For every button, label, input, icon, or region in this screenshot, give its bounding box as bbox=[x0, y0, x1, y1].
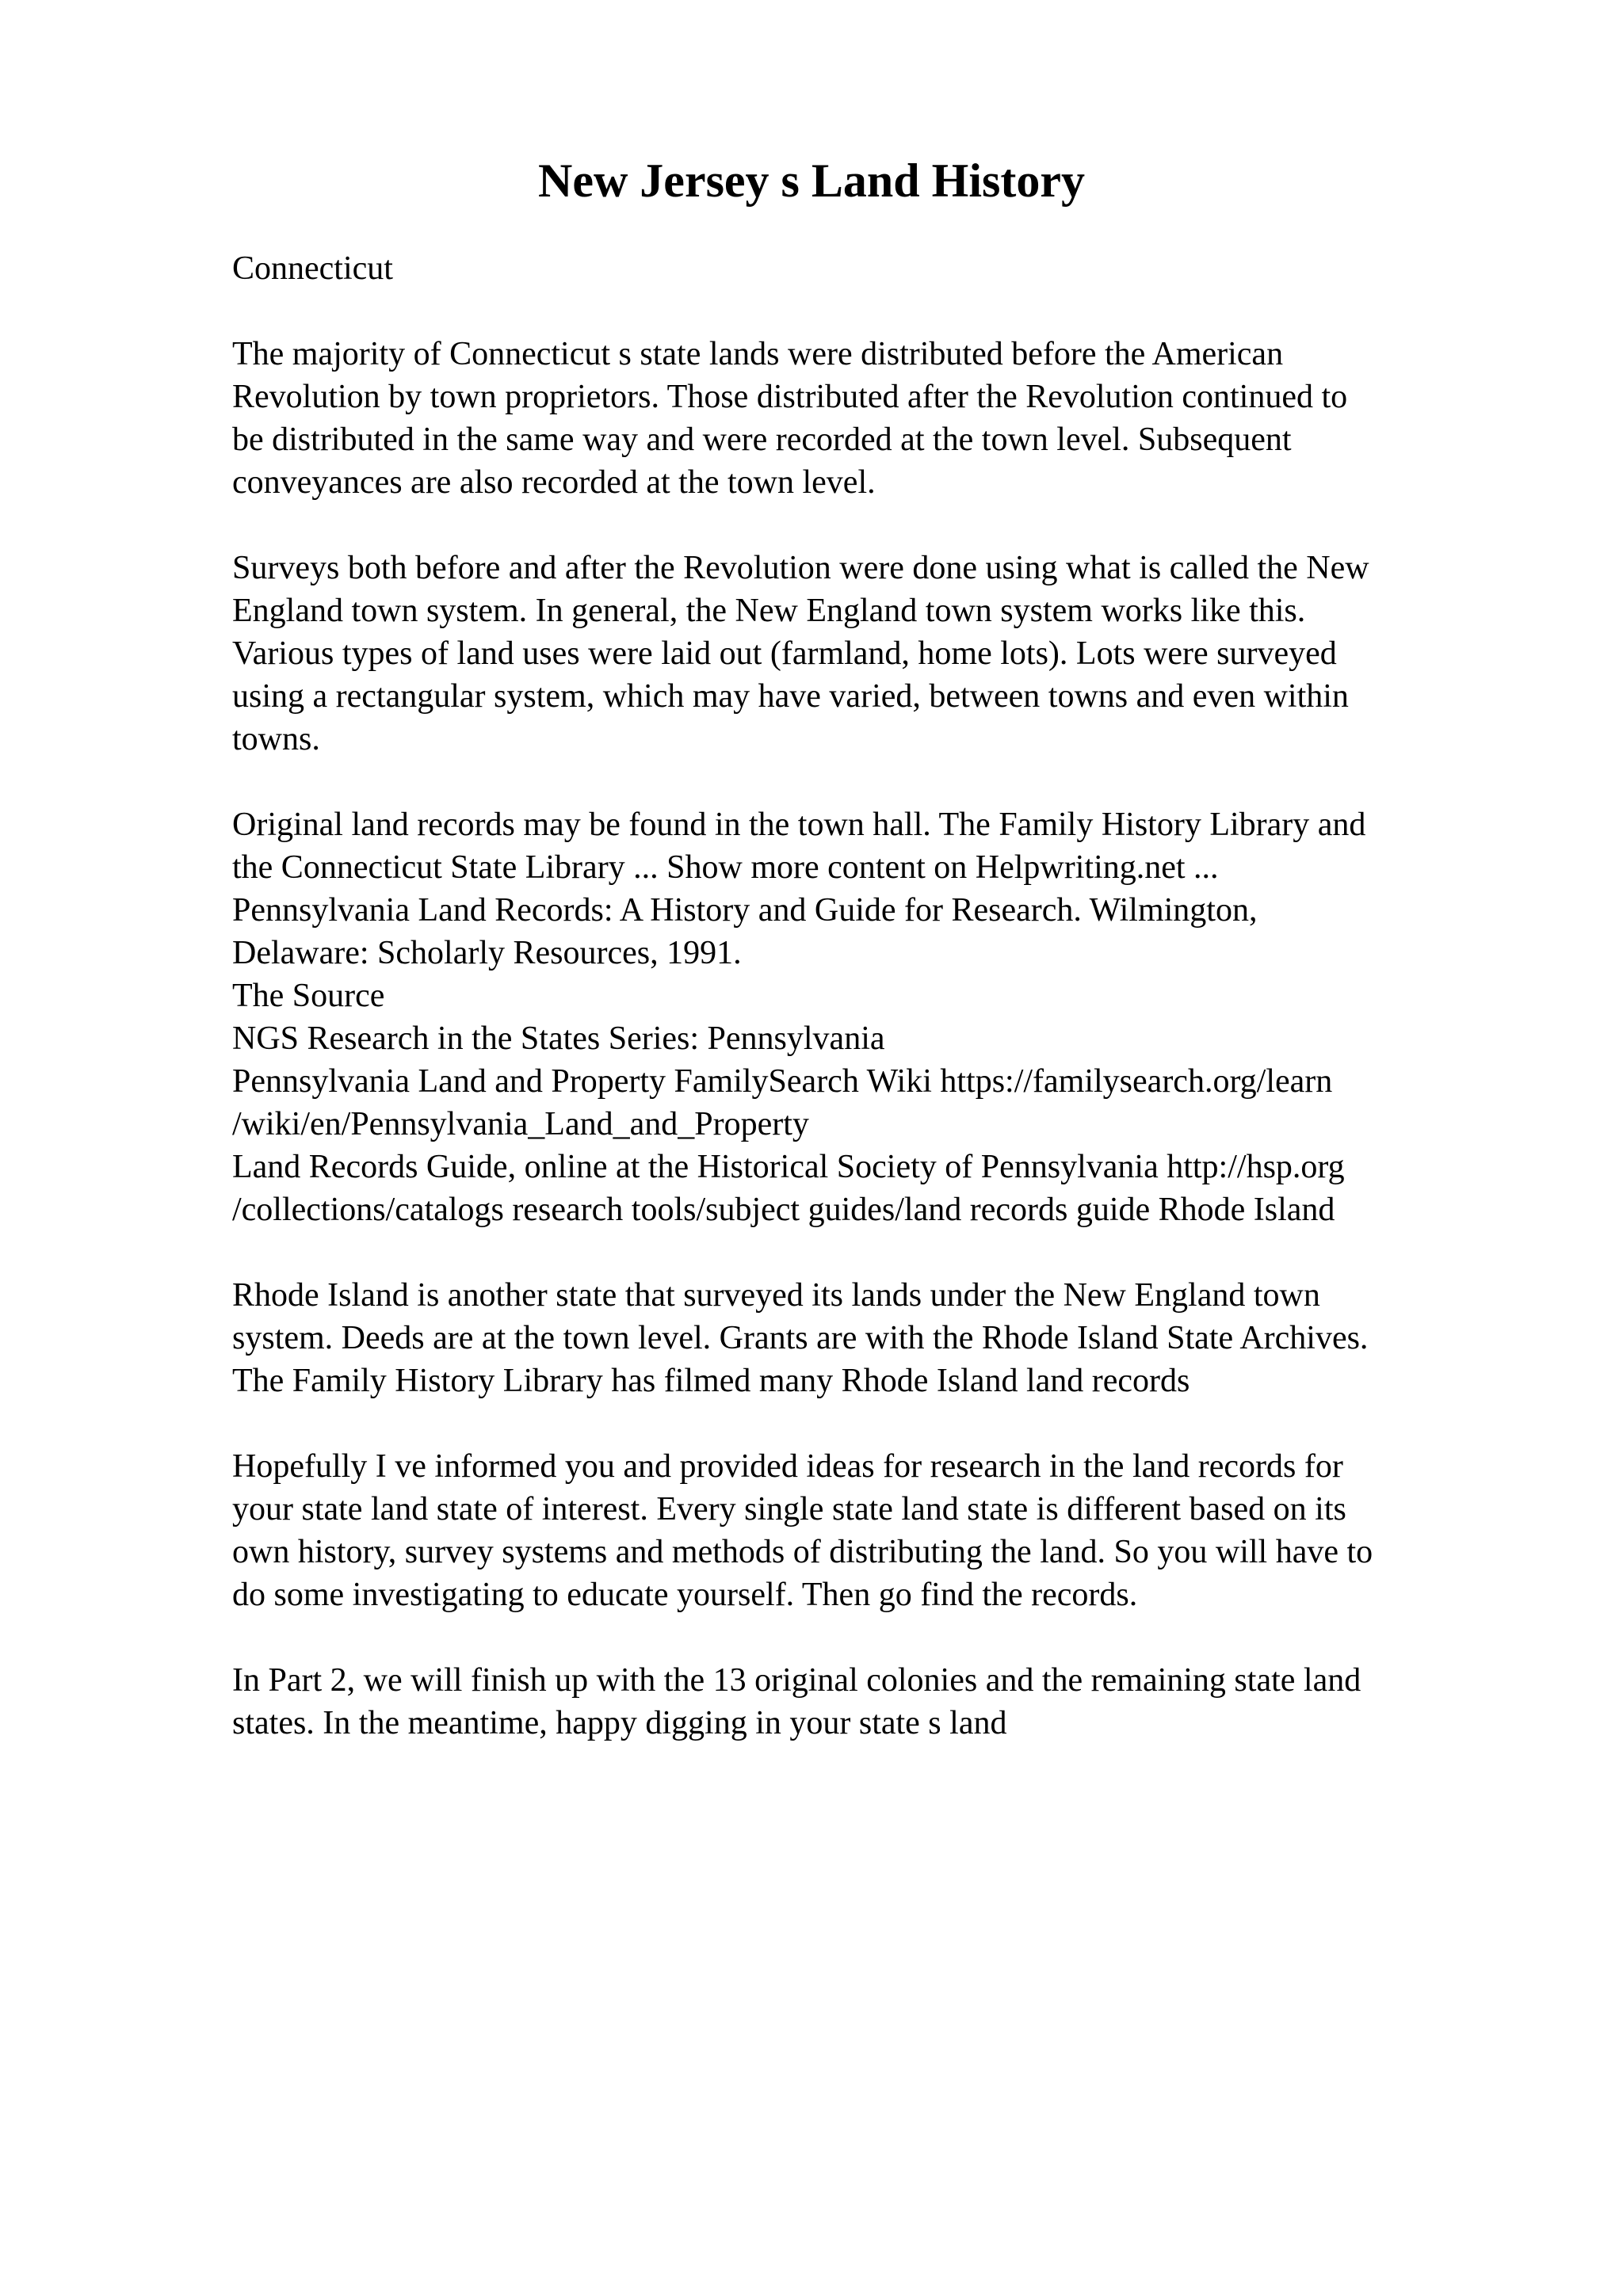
text-line: be distributed in the same way and were recorded at the town level. Subsequent bbox=[232, 421, 1292, 458]
text-line: your state land state of interest. Every single state land state is different based on its bbox=[232, 1491, 1346, 1527]
text-line: Pennsylvania Land and Property FamilySearch Wiki https://familysearch.org/learn bbox=[232, 1063, 1333, 1100]
paragraph-gap bbox=[232, 1231, 1532, 1274]
text-line: Land Records Guide, online at the Historical Society of Pennsylvania http://hsp.org bbox=[232, 1149, 1345, 1185]
paragraph-gap bbox=[232, 761, 1532, 803]
text-line: Rhode Island is another state that surveyed its lands under the New England town bbox=[232, 1277, 1320, 1314]
text-line: England town system. In general, the New England town system works like this. bbox=[232, 593, 1306, 629]
text-line: the Connecticut State Library ... Show more content on Helpwriting.net ... bbox=[232, 849, 1219, 886]
document-body bbox=[232, 247, 1532, 1745]
paragraph-gap bbox=[232, 290, 1532, 333]
text-line: Surveys both before and after the Revolution were done using what is called the New bbox=[232, 550, 1369, 586]
text-line: The Source bbox=[232, 978, 385, 1014]
text-line: states. In the meantime, happy digging in your state s land bbox=[232, 1705, 1007, 1741]
text-line: /collections/catalogs research tools/subject guides/land records guide Rhode Island bbox=[232, 1192, 1335, 1228]
page-title: New Jersey s Land History bbox=[538, 154, 1085, 207]
text-line: Delaware: Scholarly Resources, 1991. bbox=[232, 935, 742, 971]
text-line: NGS Research in the States Series: Pennsylvania bbox=[232, 1020, 885, 1057]
text-line: system. Deeds are at the town level. Grants are with the Rhode Island State Archives. bbox=[232, 1320, 1369, 1356]
text-line: Revolution by town proprietors. Those distributed after the Revolution continued to bbox=[232, 379, 1348, 415]
section-heading: Connecticut bbox=[232, 250, 393, 287]
text-line: do some investigating to educate yourself. Then go find the records. bbox=[232, 1577, 1138, 1613]
text-line: conveyances are also recorded at the town level. bbox=[232, 464, 876, 501]
paragraph-gap bbox=[232, 1402, 1532, 1445]
text-line: using a rectangular system, which may have varied, between towns and even within bbox=[232, 678, 1349, 715]
text-line: The Family History Library has filmed many Rhode Island land records bbox=[232, 1363, 1190, 1399]
paragraph-gap bbox=[232, 1616, 1532, 1659]
text-line: Pennsylvania Land Records: A History and Guide for Research. Wilmington, bbox=[232, 892, 1258, 929]
text-line: In Part 2, we will finish up with the 13 original colonies and the remaining state land bbox=[232, 1662, 1361, 1699]
text-line: The majority of Connecticut s state lands were distributed before the American bbox=[232, 336, 1284, 372]
text-line: Various types of land uses were laid out (farmland, home lots). Lots were surveyed bbox=[232, 635, 1337, 672]
text-line: Hopefully I ve informed you and provided ideas for research in the land records for bbox=[232, 1448, 1343, 1485]
text-line: Original land records may be found in the town hall. The Family History Library and bbox=[232, 807, 1366, 843]
text-line: towns. bbox=[232, 721, 320, 757]
paragraph-gap bbox=[232, 504, 1532, 547]
text-line: own history, survey systems and methods of distributing the land. So you will have to bbox=[232, 1534, 1373, 1570]
text-line: /wiki/en/Pennsylvania_Land_and_Property bbox=[232, 1106, 809, 1142]
